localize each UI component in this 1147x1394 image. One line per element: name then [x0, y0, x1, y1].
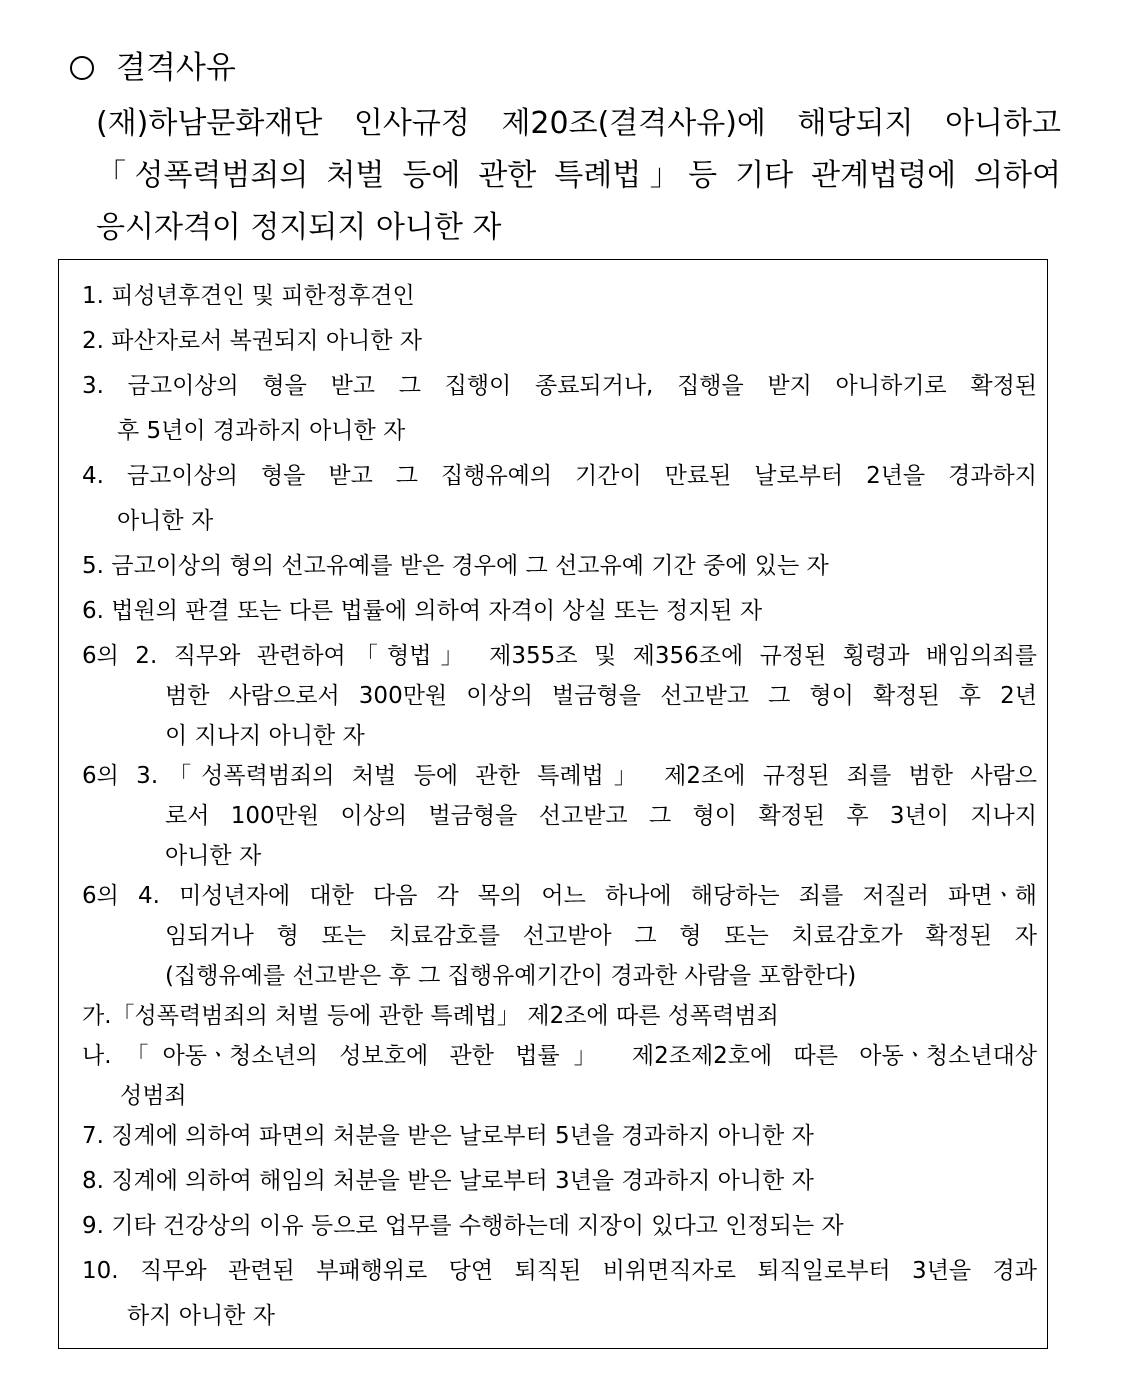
- list-item: 1. 피성년후견인 및 피한정후견인: [82, 283, 415, 309]
- section-title: 결격사유: [116, 50, 236, 86]
- list-item: 10. 직무와 관련된 부패행위로 당연 퇴직된 비위면직자로 퇴직일로부터 3년을 경과: [82, 1258, 1037, 1284]
- list-item: 4. 금고이상의 형을 받고 그 집행유예의 기간이 만료된 날로부터 2년을 경과하지: [82, 463, 1037, 489]
- list-item-continuation: 임되거나 형 또는 치료감호를 선고받아 그 형 또는 치료감호가 확정된 자: [165, 923, 1037, 949]
- list-item: 3. 금고이상의 형을 받고 그 집행이 종료되거나, 집행을 받지 아니하기로 확정된: [82, 373, 1037, 399]
- list-item: 5. 금고이상의 형의 선고유예를 받은 경우에 그 선고유예 기간 중에 있는 자: [82, 553, 829, 579]
- circle-marker-icon: [70, 56, 94, 80]
- intro-line: 「성폭력범죄의 처벌 등에 관한 특례법」등 기타 관계법령에 의하여: [96, 158, 1061, 193]
- list-item-continuation: 아니한 자: [165, 843, 262, 869]
- list-item: 6. 법원의 판결 또는 다른 법률에 의하여 자격이 상실 또는 정지된 자: [82, 598, 763, 624]
- list-item-continuation: 이 지나지 아니한 자: [165, 723, 365, 749]
- list-subitem: 나.「아동ㆍ청소년의 성보호에 관한 법률」 제2조제2호에 따른 아동ㆍ청소년대상: [82, 1043, 1037, 1069]
- list-item: 7. 징계에 의하여 파면의 처분을 받은 날로부터 5년을 경과하지 아니한 자: [82, 1123, 814, 1149]
- list-item: 6의 4. 미성년자에 대한 다음 각 목의 어느 하나에 해당하는 죄를 저질러 파면ㆍ해: [82, 883, 1037, 909]
- list-item-continuation: 하지 아니한 자: [127, 1303, 275, 1329]
- list-item: 2. 파산자로서 복권되지 아니한 자: [82, 328, 423, 354]
- list-item: 6의 3.「성폭력범죄의 처벌 등에 관한 특례법」 제2조에 규정된 죄를 범한 사람으: [82, 763, 1037, 789]
- list-item-continuation: 아니한 자: [117, 508, 214, 534]
- section-heading: [70, 48, 236, 88]
- intro-paragraph: [96, 98, 1061, 254]
- intro-line: 응시자격이 정지되지 아니한 자: [96, 210, 502, 245]
- intro-line: (재)하남문화재단 인사규정 제20조(결격사유)에 해당되지 아니하고: [96, 106, 1061, 141]
- list-item-continuation: (집행유예를 선고받은 후 그 집행유예기간이 경과한 사람을 포함한다): [165, 963, 857, 989]
- list-subitem: 가.「성폭력범죄의 처벌 등에 관한 특례법」 제2조에 따른 성폭력범죄: [82, 1003, 779, 1029]
- list-item: 8. 징계에 의하여 해임의 처분을 받은 날로부터 3년을 경과하지 아니한 자: [82, 1168, 814, 1194]
- list-item-continuation: 범한 사람으로서 300만원 이상의 벌금형을 선고받고 그 형이 확정된 후 2년: [165, 683, 1037, 709]
- list-item: 6의 2. 직무와 관련하여「형법」 제355조 및 제356조에 규정된 횡령과 배임의죄를: [82, 643, 1037, 669]
- list-item-continuation: 로서 100만원 이상의 벌금형을 선고받고 그 형이 확정된 후 3년이 지나지: [165, 803, 1037, 829]
- list-item-continuation: 성범죄: [120, 1083, 187, 1109]
- list-item-continuation: 후 5년이 경과하지 아니한 자: [117, 418, 406, 444]
- list-item: 9. 기타 건강상의 이유 등으로 업무를 수행하는데 지장이 있다고 인정되는 자: [82, 1213, 844, 1239]
